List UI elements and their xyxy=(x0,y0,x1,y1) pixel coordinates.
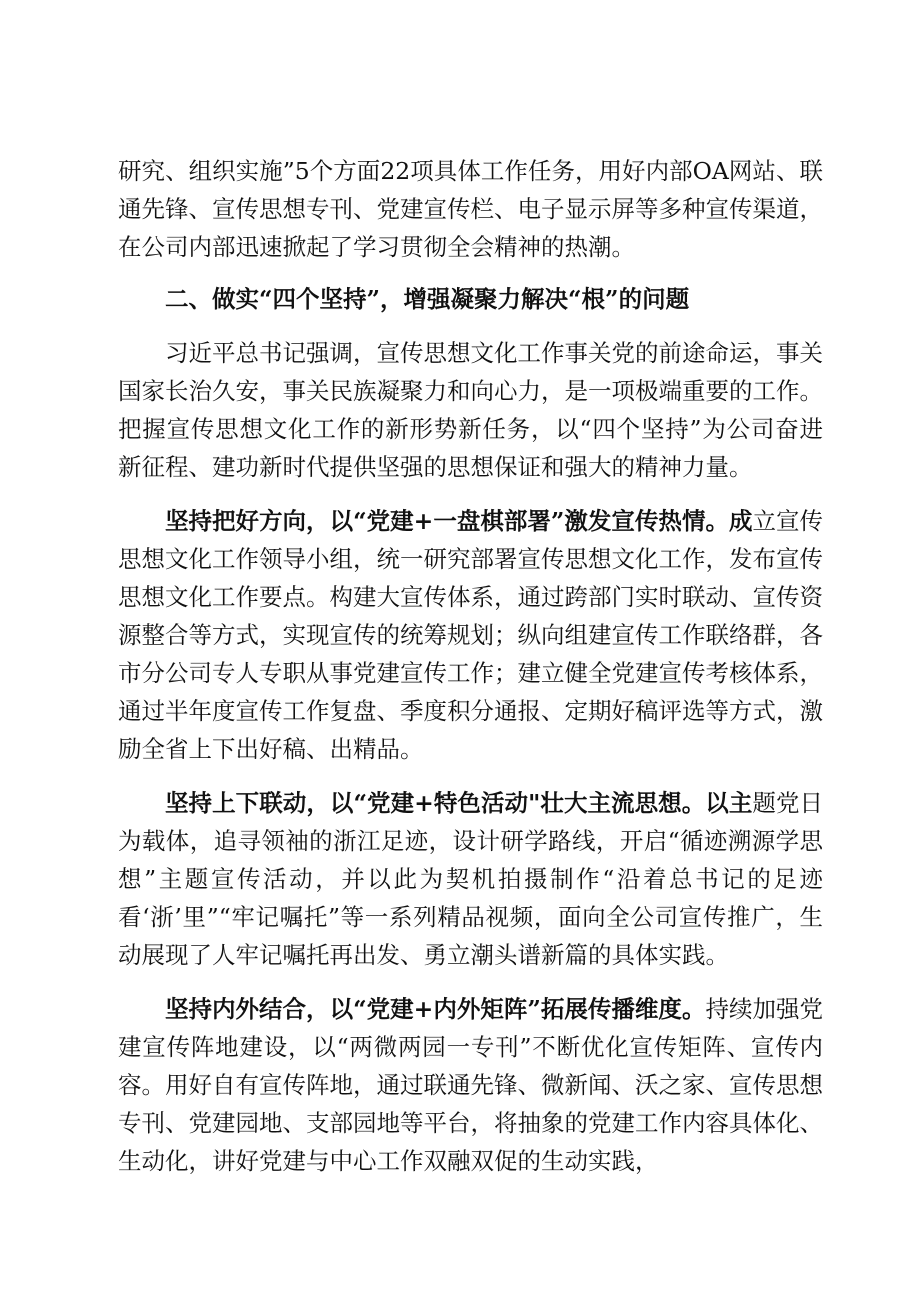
paragraph-integration xyxy=(118,990,823,1180)
paragraph-linkage xyxy=(118,784,823,974)
paragraph-body: 题党日为载体，追寻领袖的浙江足迹，设计研学路线，开启“循迹溯源学思想”主题宣传活动，并以此为契机拍摄制作“沿着总书记的足迹看‘浙’里”“牢记嘱托”等一系列精品视频，面向全公司宣传推广，生动展现了人牢记嘱托再出发、勇立潮头谱新篇的具体实践。 xyxy=(118,789,824,969)
paragraph-lead: 坚持内外结合，以“党建+内外矩阵”拓展传播维度。 xyxy=(165,995,706,1023)
paragraph-lead: 坚持把好方向，以“党建+一盘棋部署”激发宣传热情。成 xyxy=(165,507,753,535)
paragraph-body: 持续加强党建宣传阵地建设，以“两微两园一专刊”不断优化宣传矩阵、宣传内容。用好自有宣传阵地，通过联通先锋、微新闻、沃之家、宣传思想专刊、党建园地、支部园地等平台，将抽象的党建工作内容具体化、生动化，讲好党建与中心工作双融双促的生动实践， xyxy=(118,995,823,1175)
paragraph-lead: 坚持上下联动，以“党建+特色活动"壮大主流思想。以主 xyxy=(165,789,753,817)
paragraph-direction xyxy=(118,502,823,768)
section-heading: 二、做实“四个坚持”，增强凝聚力解决“根”的问题 xyxy=(165,285,690,313)
paragraph-intro: 习近平总书记强调，宣传思想文化工作事关党的前途命运，事关国家长治久安，事关民族凝聚力和向心力，是一项极端重要的工作。把握宣传思想文化工作的新形势新任务，以“四个坚持”为公司奋进新征程、建功新时代提供坚强的思想保证和强大的精神力量。 xyxy=(118,339,823,481)
paragraph-continued: 研究、组织实施”5个方面22项具体工作任务，用好内部OA网站、联通先锋、宣传思想专刊、党建宣传栏、电子显示屏等多种宣传渠道，在公司内部迅速掀起了学习贯彻全会精神的热潮。 xyxy=(118,157,823,261)
document-page xyxy=(118,152,823,1180)
paragraph-body: 立宣传思想文化工作领导小组，统一研究部署宣传思想文化工作，发布宣传思想文化工作要点。构建大宣传体系，通过跨部门实时联动、宣传资源整合等方式，实现宣传的统筹规划；纵向组建宣传工作联络群，各市分公司专人专职从事党建宣传工作；建立健全党建宣传考核体系，通过半年度宣传工作复盘、季度积分通报、定期好稿评选等方式，激励全省上下出好稿、出精品。 xyxy=(118,507,824,763)
